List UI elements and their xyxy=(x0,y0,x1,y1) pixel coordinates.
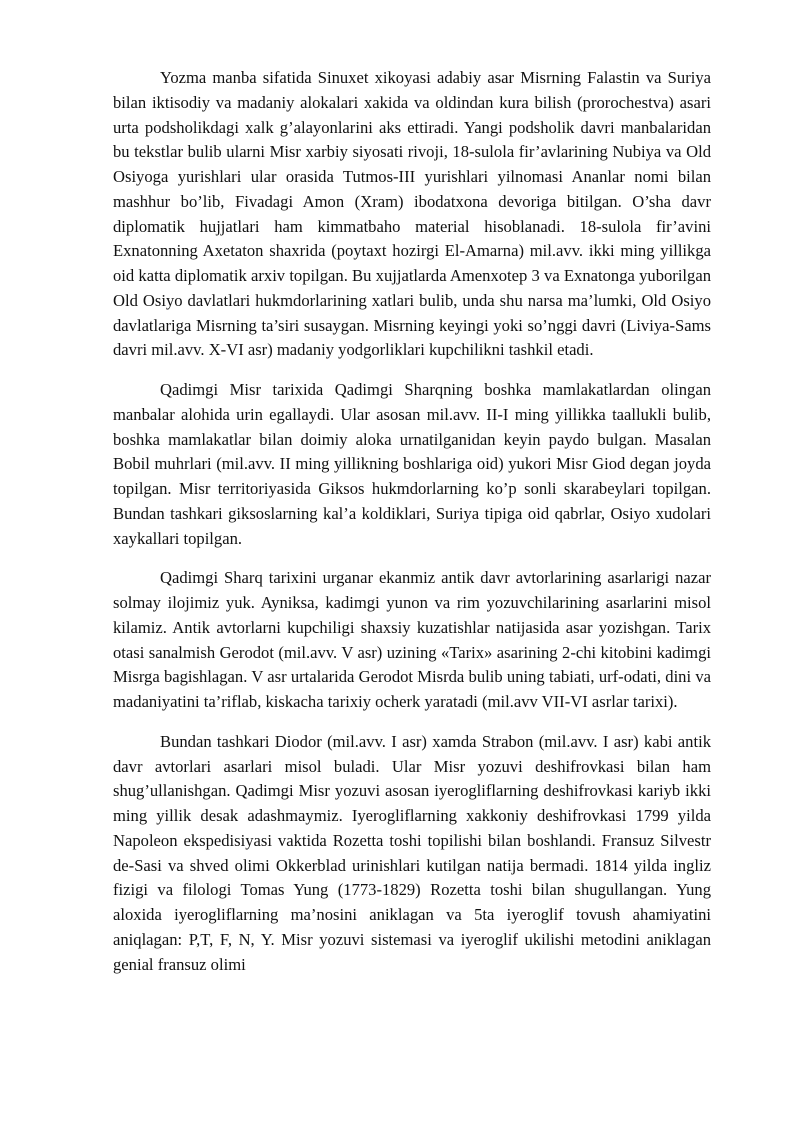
document-page xyxy=(113,66,711,977)
paragraph-4: Bundan tashkari Diodor (mil.avv. I asr) xamda Strabon (mil.avv. I asr) kabi antik davr avtorlari asarlari misol buladi. Ular Misr yozuvi deshifrovkasi bilan ham shug’ullanishgan. Qadimgi Misr yozuvi asosan iyerogliflarning deshifrovkasi kariyb ikki ming yillik desak adashmaymiz. Iyerogliflarning xakkoniy deshifrovkasi 1799 yilda Napoleon ekspedisiyasi vaktida Rozetta toshi topilishi bilan boshlandi. Fransuz Silvestr de-Sasi va shved olimi Okkerblad urinishlari kutilgan natija bermadi. 1814 yilda ingliz fizigi va filologi Tomas Yung (1773-1829) Rozetta toshi bilan shugullangan. Yung aloxida iyerogliflarning ma’nosini aniklagan va 5ta iyeroglif tovush ahamiyatini aniqlagan: P,T, F, N, Y. Misr yozuvi sistemasi va iyeroglif ukilishi metodini aniklagan genial fransuz olimi xyxy=(113,731,711,974)
paragraph-1: Yozma manba sifatida Sinuxet xikoyasi adabiy asar Misrning Falastin va Suriya bilan iktisodiy va madaniy alokalari xakida va oldindan kura bilish (prorochestva) asari urta podsholikdagi xalk g’alayonlarini aks ettiradi. Yangi podsholik davri manbalaridan bu tekstlar bulib ularni Misr xarbiy siyosati rivoji, 18-sulola fir’avlarining Nubiya va Old Osiyoga yurishlari ular orasida Tutmos-III yurishlari yilnomasi Ananlar nomi bilan mashhur bo’lib, Fivadagi Amon (Xram) ibodatxona devoriga bitilgan. O’sha davr diplomatik hujjatlari ham kimmatbaho material hisoblanadi. 18-sulola fir’avini Exnatonning Axetaton shaxrida (poytaxt hozirgi El-Amarna) mil.avv. ikki ming yillikga oid katta diplomatik arxiv topilgan. Bu xujjatlarda Amenxotep 3 va Exnatonga yuborilgan Old Osiyo davlatlari hukmdorlarining xatlari bulib, unda shu narsa ma’lumki, Old Osiyo davlatlariga Misrning ta’siri susaygan. Misrning keyingi yoki so’nggi davri (Liviya-Sams davri mil.avv. X-VI asr) madaniy yodgorliklari kupchilikni tashkil etadi. xyxy=(113,68,711,360)
paragraph-3: Qadimgi Sharq tarixini urganar ekanmiz antik davr avtorlarining asarlarigi nazar solmay ilojimiz yuk. Ayniksa, kadimgi yunon va rim yozuvchilarining asarlarini misol kilamiz. Antik avtorlarni kupchiligi shaxsiy kuzatishlar natijasida asar yozishgan. Tarix otasi sanalmish Gerodot (mil.avv. V asr) uzining «Tarix» asarining 2-chi kitobini kadimgi Misrga bagishlagan. V asr urtalarida Gerodot Misrda bulib uning tabiati, urf-odati, dini va madaniyatini ta’riflab, kiskacha tarixiy ocherk yaratadi (mil.avv VII-VI asrlar tarixi). xyxy=(113,568,711,711)
paragraph-2: Qadimgi Misr tarixida Qadimgi Sharqning boshka mamlakatlardan olingan manbalar alohida urin egallaydi. Ular asosan mil.avv. II-I ming yillikka taallukli bulib, boshka mamlakatlar bilan doimiy aloka urnatilganidan keyin paydo bulgan. Masalan Bobil muhrlari (mil.avv. II ming yillikning boshlariga oid) yukori Misr Giod degan joyda topilgan. Misr territoriyasida Giksos hukmdorlarning ko’p sonli skarabeylari topilgan. Bundan tashkari giksoslarning kal’a koldiklari, Suriya tipiga oid qabrlar, Osiyo xudolari xaykallari topilgan. xyxy=(113,380,711,548)
